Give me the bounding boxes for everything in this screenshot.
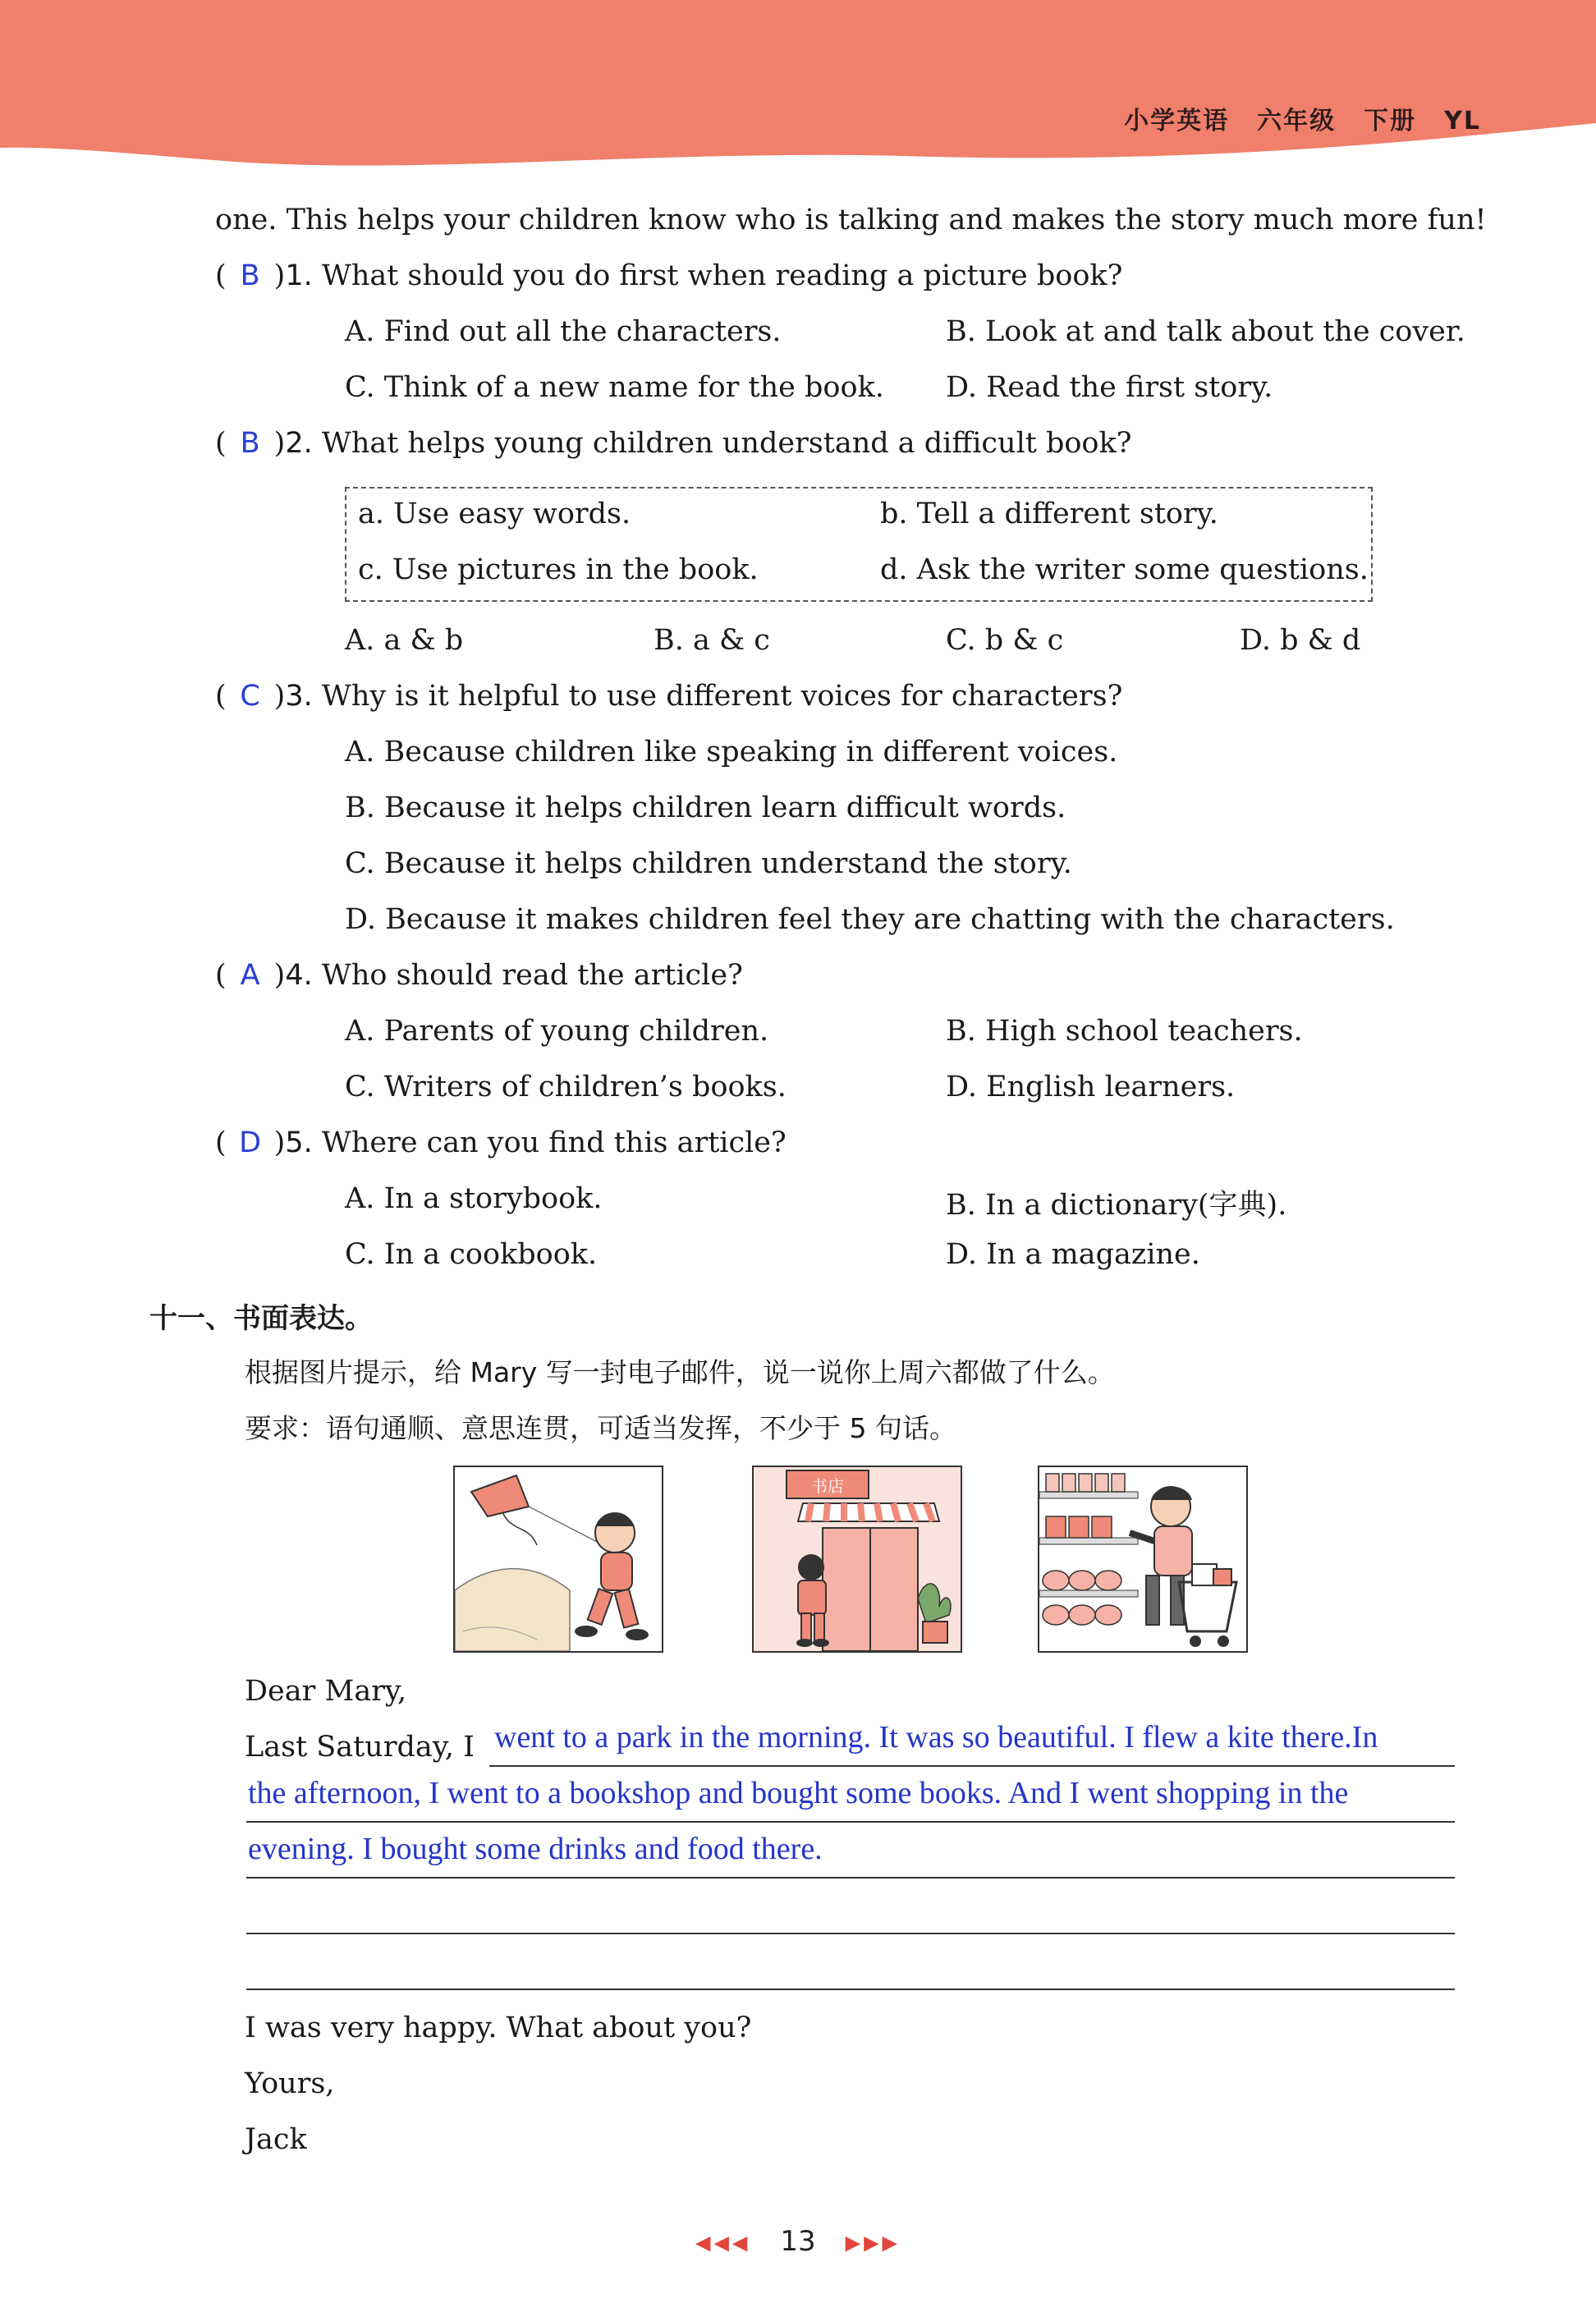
header-band xyxy=(0,0,1596,189)
writing-line xyxy=(246,1821,1455,1823)
question-4: ( A )4. Who should read the article? xyxy=(215,959,743,992)
question-number: 1. xyxy=(285,259,313,292)
box-item: b. Tell a different story. xyxy=(880,498,1218,530)
option: A. a & b xyxy=(345,624,464,657)
letter-signature: Jack xyxy=(245,2123,307,2156)
writing-line xyxy=(246,1877,1455,1878)
header-volume: 下册 xyxy=(1364,107,1417,135)
section-title: 十一、书面表达。 xyxy=(149,1302,373,1335)
question-number: 5. xyxy=(285,1126,313,1159)
letter-signoff: Yours, xyxy=(245,2067,335,2100)
section-requirement: 要求：语句通顺、意思连贯，可适当发挥，不少于 5 句话。 xyxy=(245,1412,956,1444)
shop-sign: 书店 xyxy=(811,1476,844,1496)
question-5: ( D )5. Where can you find this article? xyxy=(215,1126,787,1159)
page-footer xyxy=(0,2225,1596,2258)
question-2: ( B )2. What helps young children understand a difficult book? xyxy=(215,427,1132,460)
letter-greeting: Dear Mary, xyxy=(245,1675,407,1708)
question-3: ( C )3. Why is it helpful to use different voices for characters? xyxy=(215,680,1123,713)
option: D. Because it makes children feel they are chatting with the characters. xyxy=(345,903,1395,936)
question-stem: What should you do first when reading a picture book? xyxy=(321,259,1123,292)
question-stem: Where can you find this article? xyxy=(321,1126,787,1159)
header-subject: 小学英语 xyxy=(1124,107,1230,135)
option: B. Look at and talk about the cover. xyxy=(946,315,1465,348)
option: C. Because it helps children understand the story. xyxy=(345,847,1072,880)
answer-2: B xyxy=(240,427,260,460)
left-arrows-icon: ◀◀◀ xyxy=(695,2231,751,2255)
header-edition: YL xyxy=(1444,107,1481,135)
handwritten-line-1: went to a park in the morning. It was so beautiful. I flew a kite there.In xyxy=(494,1720,1378,1755)
answer-5: D xyxy=(239,1126,262,1159)
picture-kite xyxy=(453,1466,663,1653)
box-item: d. Ask the writer some questions. xyxy=(880,553,1369,586)
answer-1: B xyxy=(240,259,260,292)
header-book-info xyxy=(1096,100,1481,136)
header-grade: 六年级 xyxy=(1257,107,1337,135)
option: B. In a dictionary(字典). xyxy=(946,1189,1287,1222)
question-number: 4. xyxy=(285,959,313,992)
writing-line xyxy=(246,1933,1455,1934)
picture-bookshop xyxy=(752,1466,962,1653)
letter-opening: Last Saturday, I xyxy=(245,1731,475,1764)
shopping-illustration xyxy=(1039,1467,1246,1651)
question-number: 3. xyxy=(285,680,313,713)
option: A. In a storybook. xyxy=(345,1182,603,1215)
section-instruction: 根据图片提示，给 Mary 写一封电子邮件，说一说你上周六都做了什么。 xyxy=(245,1356,1115,1388)
passage-tail: one. This helps your children know who is talking and makes the story much more fun! xyxy=(215,204,1487,236)
letter-closing-line: I was very happy. What about you? xyxy=(245,2012,752,2044)
writing-line xyxy=(246,1989,1455,1990)
box-item: c. Use pictures in the book. xyxy=(358,553,759,586)
question-stem: What helps young children understand a difficult book? xyxy=(321,427,1132,460)
option: D. Read the first story. xyxy=(946,371,1273,404)
box-item: a. Use easy words. xyxy=(358,498,631,530)
question-1: ( B )1. What should you do first when reading a picture book? xyxy=(215,259,1123,292)
handwritten-line-2: the afternoon, I went to a bookshop and bought some books. And I went shopping in the xyxy=(248,1776,1349,1810)
page-number: 13 xyxy=(780,2225,816,2258)
option: C. Think of a new name for the book. xyxy=(345,371,884,404)
question-stem: Why is it helpful to use different voices for characters? xyxy=(321,680,1123,713)
option: D. b & d xyxy=(1240,624,1361,657)
option: A. Because children like speaking in different voices. xyxy=(345,736,1118,768)
option: B. Because it helps children learn difficult words. xyxy=(345,791,1066,824)
question-stem: Who should read the article? xyxy=(321,959,743,992)
option: D. In a magazine. xyxy=(946,1238,1200,1271)
option: B. High school teachers. xyxy=(946,1015,1303,1048)
writing-line xyxy=(489,1765,1455,1767)
answer-3: C xyxy=(240,680,260,713)
kite-illustration xyxy=(455,1467,662,1651)
option: C. b & c xyxy=(946,624,1064,657)
answer-4: A xyxy=(240,959,260,992)
option: B. a & c xyxy=(654,624,770,657)
option: A. Parents of young children. xyxy=(345,1015,769,1048)
picture-shopping xyxy=(1038,1466,1248,1653)
option: A. Find out all the characters. xyxy=(345,315,782,348)
option: C. Writers of children’s books. xyxy=(345,1071,787,1103)
bookshop-illustration xyxy=(754,1467,961,1651)
option: C. In a cookbook. xyxy=(345,1238,598,1271)
question-number: 2. xyxy=(285,427,313,460)
right-arrows-icon: ▶▶▶ xyxy=(845,2231,901,2255)
option: D. English learners. xyxy=(946,1071,1236,1103)
handwritten-line-3: evening. I bought some drinks and food there. xyxy=(248,1832,823,1866)
